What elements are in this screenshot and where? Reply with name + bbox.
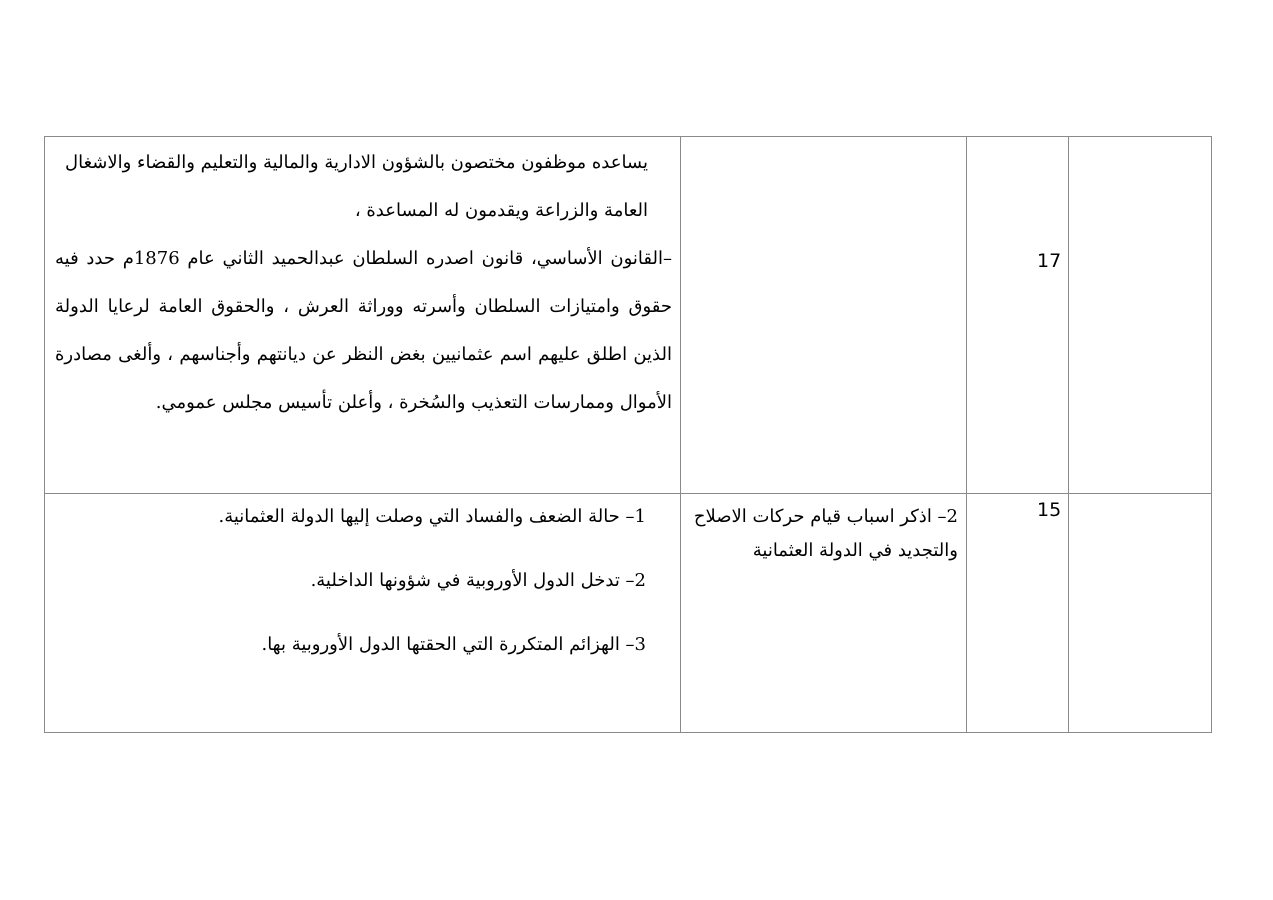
answer-table [44, 136, 1212, 733]
mark-cell [967, 494, 1069, 733]
mark-value: 15 [1037, 499, 1062, 521]
list-item: 3– الهزائم المتكررة التي الحقتها الدول الأوروبية بها. [261, 634, 646, 655]
question-text [681, 137, 966, 143]
blank-cell [1069, 137, 1212, 494]
answer-paragraph: –القانون الأساسي، قانون اصدره السلطان عبدالحميد الثاني عام 1876م حدد فيه حقوق وامتيازات السلطان وأسرته ووراثة العرش ، والحقوق العامة لرعايا الدولة الذين اطلق عليهم اسم عثمانيين بغض النظر عن ديانتهم وأجناسهم ، وألغى مصادرة الأموال وممارسات التعذيب والسُخرة ، وأعلن تأسيس مجلس عمومي. [55, 248, 672, 413]
table-row [45, 494, 1212, 733]
answer-cell [45, 137, 681, 494]
answer-paragraph: يساعده موظفون مختصون بالشؤون الادارية والمالية والتعليم والقضاء والاشغال العامة والزراعة ويقدمون له المساعدة ، [65, 152, 648, 221]
list-item: 2– تدخل الدول الأوروبية في شؤونها الداخلية. [310, 570, 646, 591]
answer-text [45, 137, 680, 427]
blank-cell [1069, 494, 1212, 733]
list-item: 1– حالة الضعف والفساد التي وصلت إليها الدولة العثمانية. [218, 506, 646, 527]
question-cell [681, 494, 967, 733]
question-text: 2– اذكر اسباب قيام حركات الاصلاح والتجديد في الدولة العثمانية [693, 506, 958, 561]
table-row [45, 137, 1212, 494]
answer-list [45, 494, 680, 662]
question-cell [681, 137, 967, 494]
mark-cell [967, 137, 1069, 494]
mark-value: 17 [1037, 250, 1062, 272]
answer-cell [45, 494, 681, 733]
